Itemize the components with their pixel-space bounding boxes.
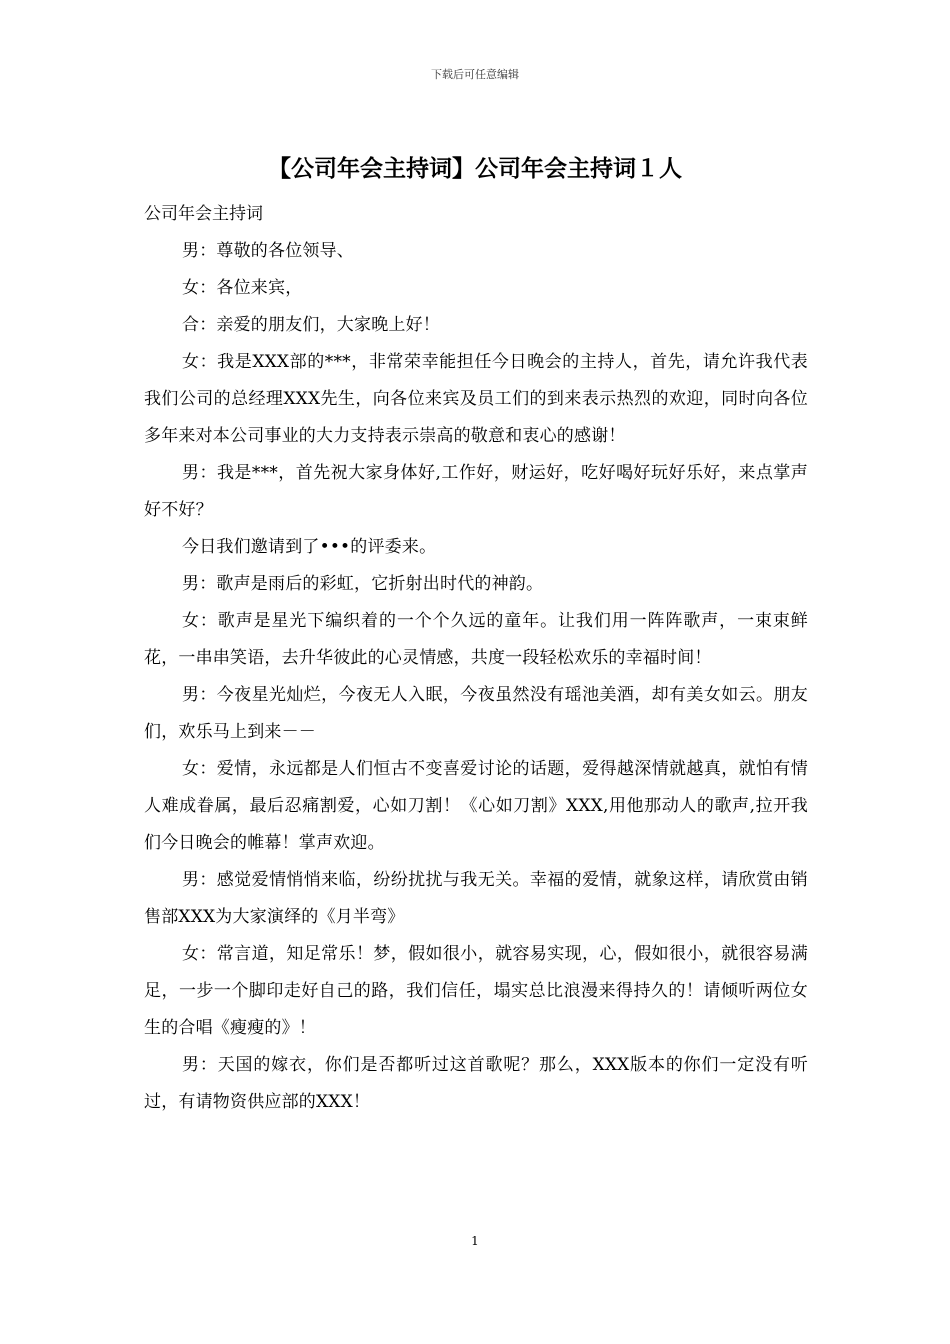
page-number: 1 — [471, 1234, 479, 1248]
document-title: 【公司年会主持词】公司年会主持词１人 — [268, 156, 682, 182]
paragraph: 女：各位来宾， — [182, 278, 303, 298]
paragraph: 男：尊敬的各位领导、 — [182, 241, 354, 261]
document-body — [144, 196, 808, 1121]
paragraph: 男：我是***，首先祝大家身体好,工作好，财运好，吃好喝好玩好乐好，来点掌声好不好？ — [144, 463, 808, 520]
paragraph: 男：歌声是雨后的彩虹，它折射出时代的神韵。 — [182, 574, 544, 594]
paragraph: 男：天国的嫁衣，你们是否都听过这首歌呢？那么，XXX版本的你们一定没有听过，有请物资供应部的XXX！ — [144, 1055, 808, 1112]
section-subtitle: 公司年会主持词 — [144, 204, 263, 224]
paragraph: 女：爱情，永远都是人们恒古不变喜爱讨论的话题，爱得越深情就越真，就怕有情人难成眷属，最后忍痛割爱，心如刀割！《心如刀割》XXX,用他那动人的歌声,拉开我们今日晚会的帷幕！掌声欢迎。 — [144, 759, 808, 853]
paragraph: 女：常言道，知足常乐！梦，假如很小，就容易实现，心，假如很小，就很容易满足，一步一个脚印走好自己的路，我们信任，塌实总比浪漫来得持久的！请倾听两位女生的合唱《瘦瘦的》！ — [144, 944, 808, 1038]
paragraph: 今日我们邀请到了•••的评委来。 — [182, 537, 437, 557]
paragraph: 男：今夜星光灿烂，今夜无人入眠，今夜虽然没有瑶池美酒，却有美女如云。朋友们，欢乐马上到来－－ — [144, 685, 808, 742]
paragraph: 女：歌声是星光下编织着的一个个久远的童年。让我们用一阵阵歌声，一束束鲜花，一串串笑语，去升华彼此的心灵情感，共度一段轻松欢乐的幸福时间！ — [144, 611, 808, 668]
paragraph: 合：亲爱的朋友们，大家晚上好！ — [182, 315, 440, 335]
header-note: 下载后可任意编辑 — [431, 68, 519, 81]
paragraph: 男：感觉爱情悄悄来临，纷纷扰扰与我无关。幸福的爱情，就象这样，请欣赏由销售部XXX为大家演绎的《月半弯》 — [144, 870, 808, 927]
paragraph: 女：我是XXX部的***，非常荣幸能担任今日晚会的主持人，首先，请允许我代表我们公司的总经理XXX先生，向各位来宾及员工们的到来表示热烈的欢迎，同时向各位多年来对本公司事业的大力支持表示崇高的敬意和衷心的感谢！ — [144, 352, 808, 446]
